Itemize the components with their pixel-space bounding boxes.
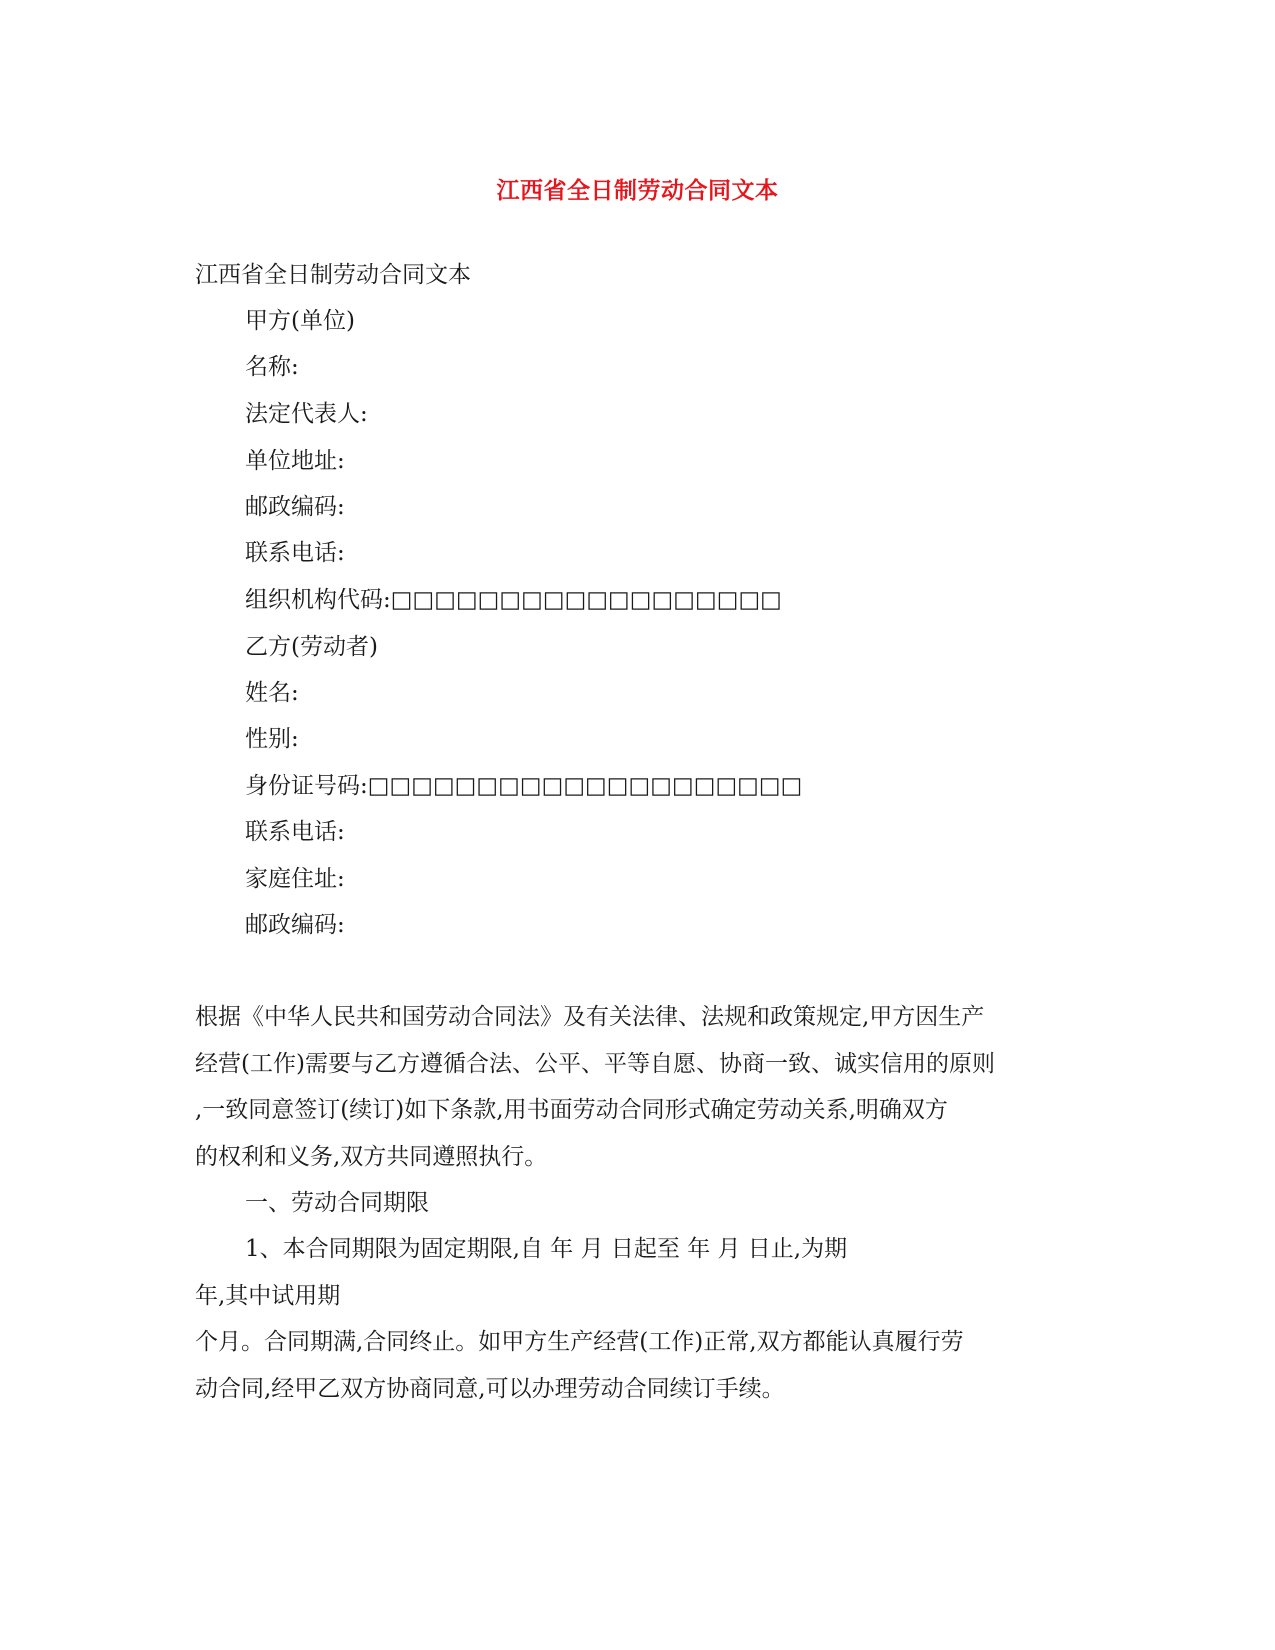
preamble-line: ,一致同意签订(续订)如下条款,用书面劳动合同形式确定劳动关系,明确双方 <box>195 1097 948 1123</box>
party-a-name-label: 名称: <box>245 354 299 380</box>
section-1-heading: 一、劳动合同期限 <box>245 1190 429 1216</box>
party-b-phone-label: 联系电话: <box>245 819 345 845</box>
document-subtitle: 江西省全日制劳动合同文本 <box>195 262 471 288</box>
party-a-postal-label: 邮政编码: <box>245 494 345 520</box>
party-b-postal-label: 邮政编码: <box>245 912 345 938</box>
clause-1-line: 动合同,经甲乙双方协商同意,可以办理劳动合同续订手续。 <box>195 1376 785 1402</box>
party-a-phone-label: 联系电话: <box>245 540 345 566</box>
clause-1-line: 年,其中试用期 <box>195 1283 341 1309</box>
party-a-address-label: 单位地址: <box>245 448 345 474</box>
party-b-heading: 乙方(劳动者) <box>245 634 378 660</box>
preamble-line: 经营(工作)需要与乙方遵循合法、公平、平等自愿、协商一致、诚实信用的原则 <box>195 1051 995 1077</box>
party-b-gender-label: 性别: <box>245 726 299 752</box>
party-a-legal-rep-label: 法定代表人: <box>245 401 368 427</box>
clause-1-line: 个月。合同期满,合同终止。如甲方生产经营(工作)正常,双方都能认真履行劳 <box>195 1329 964 1355</box>
party-a-heading: 甲方(单位) <box>245 308 355 334</box>
party-b-home-address-label: 家庭住址: <box>245 866 345 892</box>
party-b-id-label: 身份证号码:□□□□□□□□□□□□□□□□□□□□ <box>245 773 803 799</box>
preamble-line: 的权利和义务,双方共同遵照执行。 <box>195 1144 548 1170</box>
document-title: 江西省全日制劳动合同文本 <box>496 177 779 204</box>
party-b-name-label: 姓名: <box>245 680 299 706</box>
clause-1-line: 1、本合同期限为固定期限,自 年 月 日起至 年 月 日止,为期 <box>245 1236 848 1262</box>
preamble-line: 根据《中华人民共和国劳动合同法》及有关法律、法规和政策规定,甲方因生产 <box>195 1004 985 1030</box>
party-a-org-code-label: 组织机构代码:□□□□□□□□□□□□□□□□□□ <box>245 587 782 613</box>
